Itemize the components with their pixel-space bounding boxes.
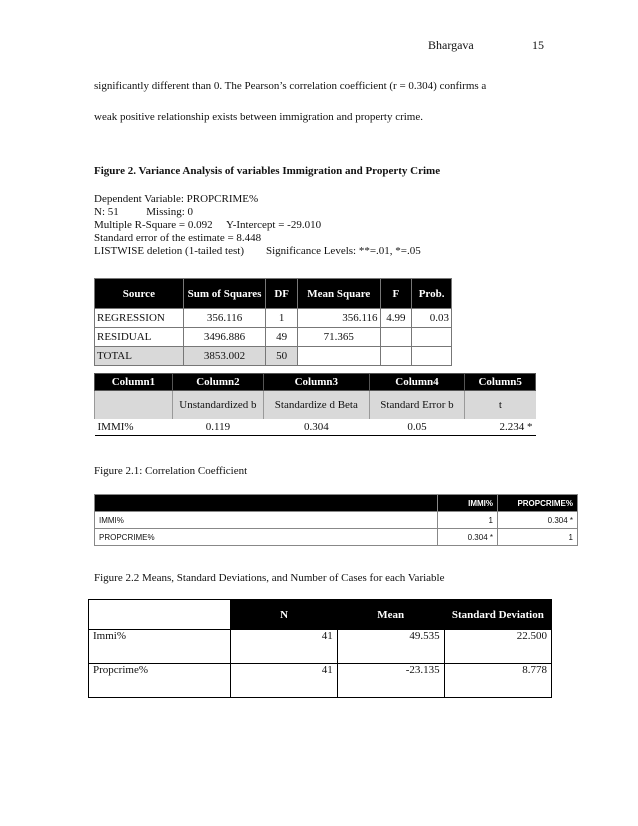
intro-line-1: significantly different than 0. The Pearson’s correlation coefficient (r = 0.304) confirms a xyxy=(94,80,487,92)
anova-header: Source xyxy=(95,279,184,309)
anova-cell: 3853.002 xyxy=(183,347,266,366)
anova-header-row xyxy=(95,279,452,309)
coef-subheader: t xyxy=(465,391,536,420)
anova-cell: 50 xyxy=(266,347,298,366)
coef-header: Column5 xyxy=(465,374,536,391)
table-row xyxy=(95,512,578,529)
anova-cell xyxy=(380,347,412,366)
desc-cell: Immi% xyxy=(89,630,231,664)
stat-listwise: LISTWISE deletion (1-tailed test) Significance Levels: **=.01, *=.05 xyxy=(94,245,421,257)
desc-header-row xyxy=(89,600,552,630)
coefficient-table xyxy=(94,373,536,436)
figure2-title: Figure 2. Variance Analysis of variables Immigration and Property Crime xyxy=(94,165,441,177)
coef-subheader-row xyxy=(95,391,536,420)
anova-header: Sum of Squares xyxy=(183,279,266,309)
desc-cell: Propcrime% xyxy=(89,664,231,698)
desc-header xyxy=(89,600,231,630)
coef-subheader: Standard Error b xyxy=(369,391,465,420)
anova-cell xyxy=(297,347,380,366)
corr-cell: 1 xyxy=(497,529,577,546)
coef-header-row xyxy=(95,374,536,391)
anova-cell: 71.365 xyxy=(297,328,380,347)
anova-cell: 4.99 xyxy=(380,309,412,328)
intro-line-2: weak positive relationship exists between immigration and property crime. xyxy=(94,111,423,123)
figure22-title: Figure 2.2 Means, Standard Deviations, and Number of Cases for each Variable xyxy=(94,572,445,584)
corr-header xyxy=(95,495,438,512)
coef-header: Column1 xyxy=(95,374,173,391)
page-number: 15 xyxy=(532,38,544,52)
coef-header: Column4 xyxy=(369,374,465,391)
descriptive-stats-table xyxy=(88,599,552,698)
anova-table xyxy=(94,278,452,366)
coef-subheader: Unstandardized b xyxy=(172,391,263,420)
coef-cell: 0.05 xyxy=(369,419,465,436)
coef-cell: 2.234 * xyxy=(465,419,536,436)
table-row xyxy=(95,347,452,366)
coef-cell: 0.304 xyxy=(264,419,370,436)
desc-cell: 41 xyxy=(231,664,337,698)
corr-cell: 0.304 * xyxy=(438,529,498,546)
desc-cell: 49.535 xyxy=(337,630,444,664)
coef-cell: 0.119 xyxy=(172,419,263,436)
anova-header: Mean Square xyxy=(297,279,380,309)
figure21-title: Figure 2.1: Correlation Coefficient xyxy=(94,465,248,477)
stat-rsquare: Multiple R-Square = 0.092 Y-Intercept = -29.010 xyxy=(94,219,322,231)
anova-cell: RESIDUAL xyxy=(95,328,184,347)
table-row xyxy=(95,309,452,328)
coef-header: Column3 xyxy=(264,374,370,391)
corr-header: IMMI% xyxy=(438,495,498,512)
desc-cell: 41 xyxy=(231,630,337,664)
corr-cell: IMMI% xyxy=(95,512,438,529)
desc-cell: 8.778 xyxy=(444,664,551,698)
correlation-table xyxy=(94,494,578,546)
anova-cell: 1 xyxy=(266,309,298,328)
table-row xyxy=(89,630,552,664)
desc-header: N xyxy=(231,600,337,630)
anova-cell xyxy=(380,328,412,347)
anova-cell: 49 xyxy=(266,328,298,347)
stat-dependent-variable: Dependent Variable: PROPCRIME% xyxy=(94,193,259,205)
anova-header: F xyxy=(380,279,412,309)
desc-header: Mean xyxy=(337,600,444,630)
desc-cell: -23.135 xyxy=(337,664,444,698)
anova-cell: TOTAL xyxy=(95,347,184,366)
running-head-author: Bhargava xyxy=(428,38,474,52)
desc-header: Standard Deviation xyxy=(444,600,551,630)
anova-cell: 0.03 xyxy=(412,309,452,328)
corr-cell: PROPCRIME% xyxy=(95,529,438,546)
coef-cell: IMMI% xyxy=(95,419,173,436)
table-row xyxy=(95,328,452,347)
corr-header: PROPCRIME% xyxy=(497,495,577,512)
corr-header-row xyxy=(95,495,578,512)
table-row xyxy=(89,664,552,698)
stat-n-missing: N: 51 Missing: 0 xyxy=(94,206,194,218)
anova-cell xyxy=(412,328,452,347)
anova-header: Prob. xyxy=(412,279,452,309)
anova-cell: 356.116 xyxy=(297,309,380,328)
table-row xyxy=(95,419,536,436)
anova-cell: 3496.886 xyxy=(183,328,266,347)
coef-header: Column2 xyxy=(172,374,263,391)
table-row xyxy=(95,529,578,546)
stat-std-error: Standard error of the estimate = 8.448 xyxy=(94,232,262,244)
coef-subheader: Standardize d Beta xyxy=(264,391,370,420)
anova-cell xyxy=(412,347,452,366)
coef-subheader xyxy=(95,391,173,420)
anova-header: DF xyxy=(266,279,298,309)
corr-cell: 1 xyxy=(438,512,498,529)
corr-cell: 0.304 * xyxy=(497,512,577,529)
desc-cell: 22.500 xyxy=(444,630,551,664)
anova-cell: 356.116 xyxy=(183,309,266,328)
anova-cell: REGRESSION xyxy=(95,309,184,328)
